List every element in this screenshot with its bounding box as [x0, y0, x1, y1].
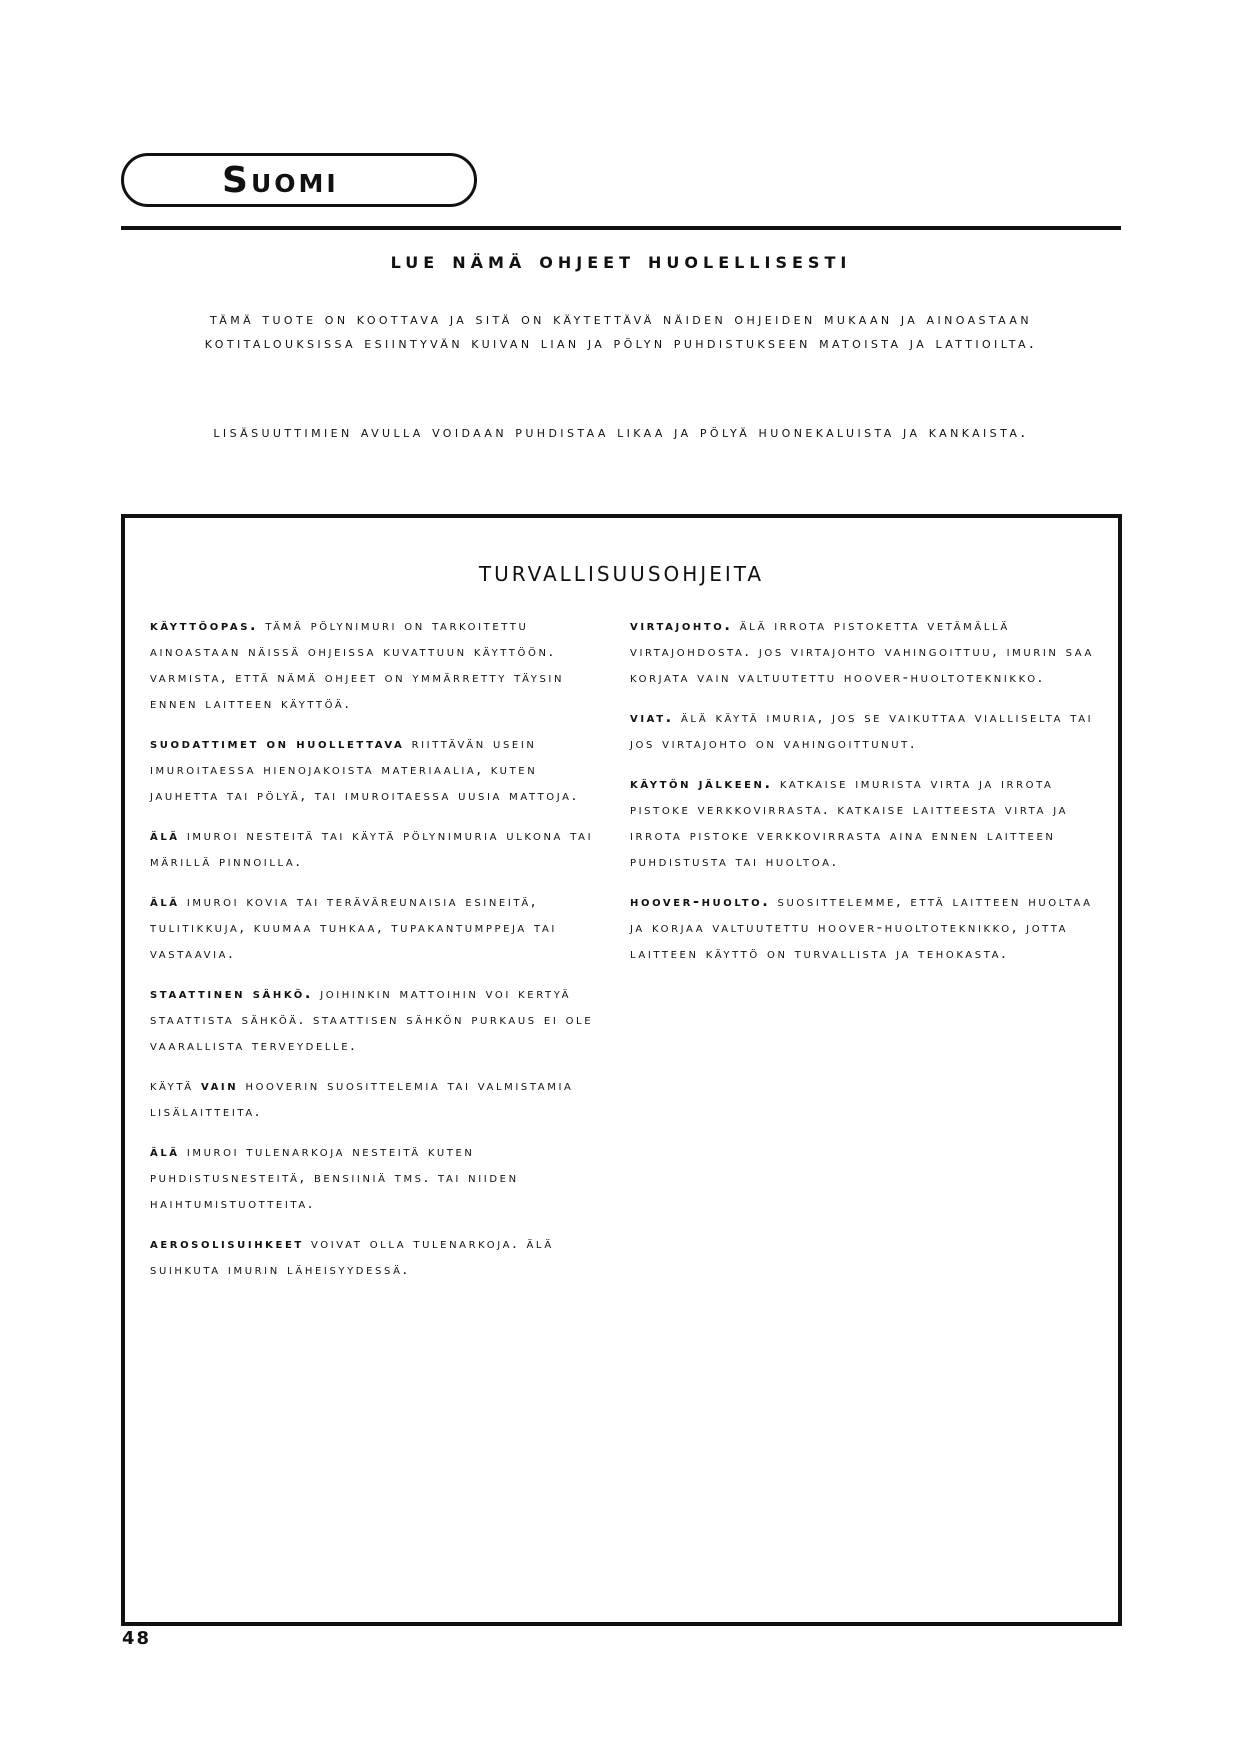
page-number: 48 — [122, 1628, 152, 1649]
safety-item-after-use: käytön jälkeen. katkaise imurista virta ja irrota pistoke verkkovirrasta. katkaise laitteesta virta ja irrota pistoke verkkovirrasta aina ennen laitteen puhdistusta tai huoltoa. — [630, 776, 1069, 870]
safety-item-hoover-service: hoover-huolto. suosittelemme, että laitteen huoltaa ja korjaa valtuutettu hoover-huoltoteknikko, jotta laitteen käyttö on turvallista ja tehokasta. — [630, 894, 1093, 962]
safety-column-left — [150, 613, 612, 1297]
safety-item-flammable: älä imuroi tulenarkoja nesteitä kuten puhdistusnesteitä, bensiiniä tms. tai niiden haihtumistuotteita. — [150, 1144, 519, 1212]
safety-item-aerosols: aerosolisuihkeet voivat olla tulenarkoja. älä suihkuta imurin läheisyydessä. — [150, 1236, 554, 1278]
safety-item-sharp-objects: älä imuroi kovia tai teräväreunaisia esineitä, tulitikkuja, kuumaa tuhkaa, tupakantumppeja tai vastaavia. — [150, 894, 557, 962]
language-tab — [121, 153, 477, 207]
safety-item-liquids: älä imuroi nesteitä tai käytä pölynimuria ulkona tai märillä pinnoilla. — [150, 828, 594, 870]
header-rule — [121, 226, 1121, 230]
safety-item-faults: viat. älä käytä imuria, jos se vaikuttaa vialliselta tai jos virtajohto on vahingoittunut. — [630, 710, 1094, 752]
safety-item-filters: suodattimet on huollettava riittävän usein imuroitaessa hienojakoista materiaalia, kuten jauhetta tai pölyä, tai imuroitaessa uusia mattoja. — [150, 736, 579, 804]
safety-column-right — [630, 613, 1100, 981]
page-heading: lue nämä ohjeet huolellisesti — [390, 248, 852, 274]
safety-item-power-cord: virtajohto. älä irrota pistoketta vetämällä virtajohdosta. jos virtajohto vahingoittuu, imurin saa korjata vain valtuutettu hoover-huoltoteknikko. — [630, 618, 1094, 686]
safety-item-static: staattinen sähkö. joihinkin mattoihin voi kertyä staattista sähköä. staattisen sähkön purkaus ei ole vaarallista terveydelle. — [150, 986, 594, 1054]
intro-paragraph-2: lisäsuuttimien avulla voidaan puhdistaa likaa ja pölyä huonekaluista ja kankaista. — [213, 423, 1029, 441]
safety-item-accessories: käytä vain hooverin suosittelemia tai valmistamia lisälaitteita. — [150, 1078, 574, 1120]
intro-paragraph-1: tämä tuote on koottava ja sitä on käytettävä näiden ohjeiden mukaan ja ainoastaan kotitalouksissa esiintyvän kuivan lian ja pölyn puhdistukseen matoista ja lattioilta. — [204, 310, 1038, 352]
safety-item-manual: käyttöopas. tämä pölynimuri on tarkoitettu ainoastaan näissä ohjeissa kuvattuun käyttöön. varmista, että nämä ohjeet on ymmärretty täysin ennen laitteen käyttöä. — [150, 618, 565, 712]
safety-box — [121, 514, 1122, 1626]
language-label: Suomi — [222, 160, 339, 201]
safety-title: turvallisuusohjeita — [478, 554, 765, 588]
